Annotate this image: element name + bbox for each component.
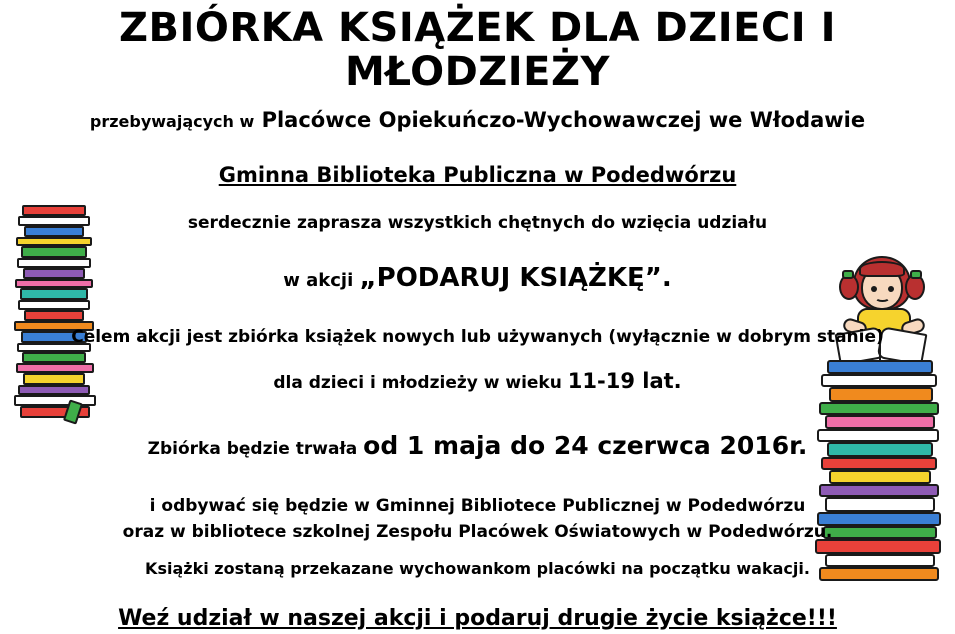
age-range-line xyxy=(0,369,955,393)
age-range-prefix: dla dzieci i młodzieży w wieku xyxy=(273,373,562,394)
subtitle-main: Placówce Opiekuńczo-Wychowawczej we Włodawie xyxy=(261,108,866,132)
drop-off-location-2: oraz w bibliotece szkolnej Zespołu Placówek Oświatowych w Podedwórzu. xyxy=(122,521,833,542)
goal-text: Celem akcji jest zbiórka książek nowych lub używanych (wyłącznie w dobrym stanie) xyxy=(71,327,884,348)
drop-off-location-1: i odbywać się będzie w Gminnej Bibliotece Publicznej w Podedwórzu xyxy=(149,496,806,517)
subtitle xyxy=(0,108,955,133)
invitation-text: serdecznie zaprasza wszystkich chętnych do wzięcia udziału xyxy=(187,213,768,234)
age-range-value: 11-19 lat. xyxy=(567,369,682,394)
collection-period-dates: od 1 maja do 24 czerwca 2016r. xyxy=(363,431,808,461)
library-name: Gminna Biblioteka Publiczna w Podedwórzu xyxy=(218,163,737,188)
action-prefix: w akcji xyxy=(283,270,354,292)
drop-off-locations xyxy=(0,494,955,545)
page-title: ZBIÓRKA KSIĄŻEK DLA DZIECI I MŁODZIEŻY xyxy=(119,5,836,95)
action-line xyxy=(0,263,955,293)
call-to-action: Weź udział w naszej akcji i podaruj drugie życie książce!!! xyxy=(118,606,837,632)
collection-period-prefix: Zbiórka będzie trwała xyxy=(147,439,358,460)
action-name: „PODARUJ KSIĄŻKĘ”. xyxy=(359,263,672,294)
delivery-note: Książki zostaną przekazane wychowankom placówki na początku wakacji. xyxy=(145,559,810,579)
subtitle-prefix: przebywających w xyxy=(89,112,255,131)
collection-period-line xyxy=(0,431,955,460)
